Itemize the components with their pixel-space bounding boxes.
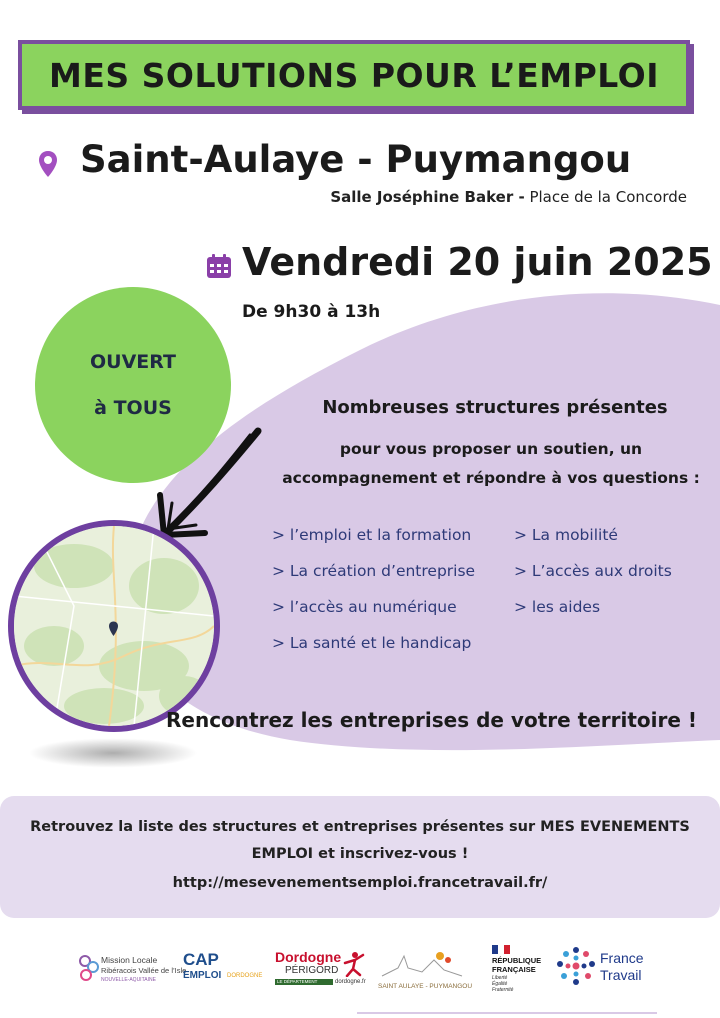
open-badge-line1: OUVERT: [89, 351, 176, 373]
logo-text: Égalité: [492, 981, 508, 987]
logo-text: Travail: [600, 967, 642, 983]
location-address: [330, 188, 687, 206]
map-thumbnail: [8, 520, 220, 732]
france-travail-logo: [556, 944, 656, 992]
map-shadow: [28, 738, 198, 768]
banner-title: MES SOLUTIONS POUR L’EMPLOI: [49, 55, 659, 95]
list-item: > l’emploi et la formation: [272, 526, 472, 544]
logo-text: Dordogne: [275, 949, 342, 965]
map-pin-icon: [38, 150, 58, 178]
republique-francaise-logo: [492, 945, 548, 995]
flag-red: [504, 945, 510, 954]
logo-text: RÉPUBLIQUE: [492, 956, 542, 965]
structures-description: [268, 435, 714, 493]
logo-text: Ribéracois Vallée de l’Isle: [101, 966, 187, 975]
logo-text: Liberté: [492, 975, 508, 981]
logo-text: Mission Locale: [101, 955, 158, 965]
info-text: [30, 814, 690, 868]
open-badge-line2: à TOUS: [94, 397, 172, 419]
logo-text: PÉRIGORD: [285, 965, 339, 976]
dordogne-logo: [275, 949, 367, 993]
logo-text: dordogne.fr: [335, 979, 366, 985]
saint-aulaye-logo: [378, 946, 473, 994]
logo-text: EMPLOI: [183, 970, 222, 981]
info-line1: Retrouvez la liste des structures et entreprises présentes sur MES EVENEMENTS: [30, 819, 690, 835]
logo-text: Fraternité: [492, 987, 514, 993]
logo-text: France: [600, 950, 644, 966]
venue-address: Place de la Concorde: [529, 188, 687, 206]
france-travail-dots-icon: [556, 946, 596, 986]
logo-text: SAINT AULAYE - PUYMANGOU: [378, 983, 473, 990]
meet-companies-text: Rencontrez les entreprises de votre territoire !: [166, 708, 698, 732]
logo-text: CAP: [183, 950, 219, 969]
event-date: Vendredi 20 juin 2025: [242, 240, 713, 284]
structures-title: Nombreuses structures présentes: [322, 397, 668, 418]
mission-locale-icon: [78, 954, 100, 984]
logo-text: DORDOGNE: [227, 973, 263, 979]
location-title: Saint-Aulaye - Puymangou: [80, 138, 632, 181]
list-item: > La santé et le handicap: [272, 634, 472, 652]
mission-locale-logo: [78, 948, 187, 992]
structures-desc-line1: pour vous proposer un soutien, un: [339, 440, 643, 458]
logo-text: LE DÉPARTEMENT: [277, 979, 318, 984]
arrow-icon: [150, 425, 265, 545]
list-item: > les aides: [514, 598, 601, 616]
list-item: > La création d’entreprise: [272, 562, 476, 580]
logo-text: NOUVELLE-AQUITAINE: [101, 977, 156, 983]
structures-desc-line2: accompagnement et répondre à vos questions :: [282, 469, 700, 487]
list-item: > La mobilité: [514, 526, 618, 544]
venue-name: Salle Joséphine Baker -: [330, 188, 525, 206]
event-hours: De 9h30 à 13h: [242, 302, 381, 322]
saint-aulaye-skyline-icon: [378, 946, 466, 982]
title-banner: [18, 40, 690, 110]
registration-link[interactable]: http://mesevenementsemploi.francetravail.fr/: [172, 875, 548, 891]
footer-divider: [357, 1012, 657, 1014]
cap-emploi-logo: [183, 950, 263, 992]
info-line2: EMPLOI et inscrivez-vous !: [251, 846, 469, 862]
list-item: > L’accès aux droits: [514, 562, 672, 580]
dordogne-figure-icon: [343, 951, 365, 977]
calendar-icon: [206, 253, 232, 279]
logo-text: FRANÇAISE: [492, 965, 536, 974]
list-item: > l’accès au numérique: [272, 598, 457, 616]
